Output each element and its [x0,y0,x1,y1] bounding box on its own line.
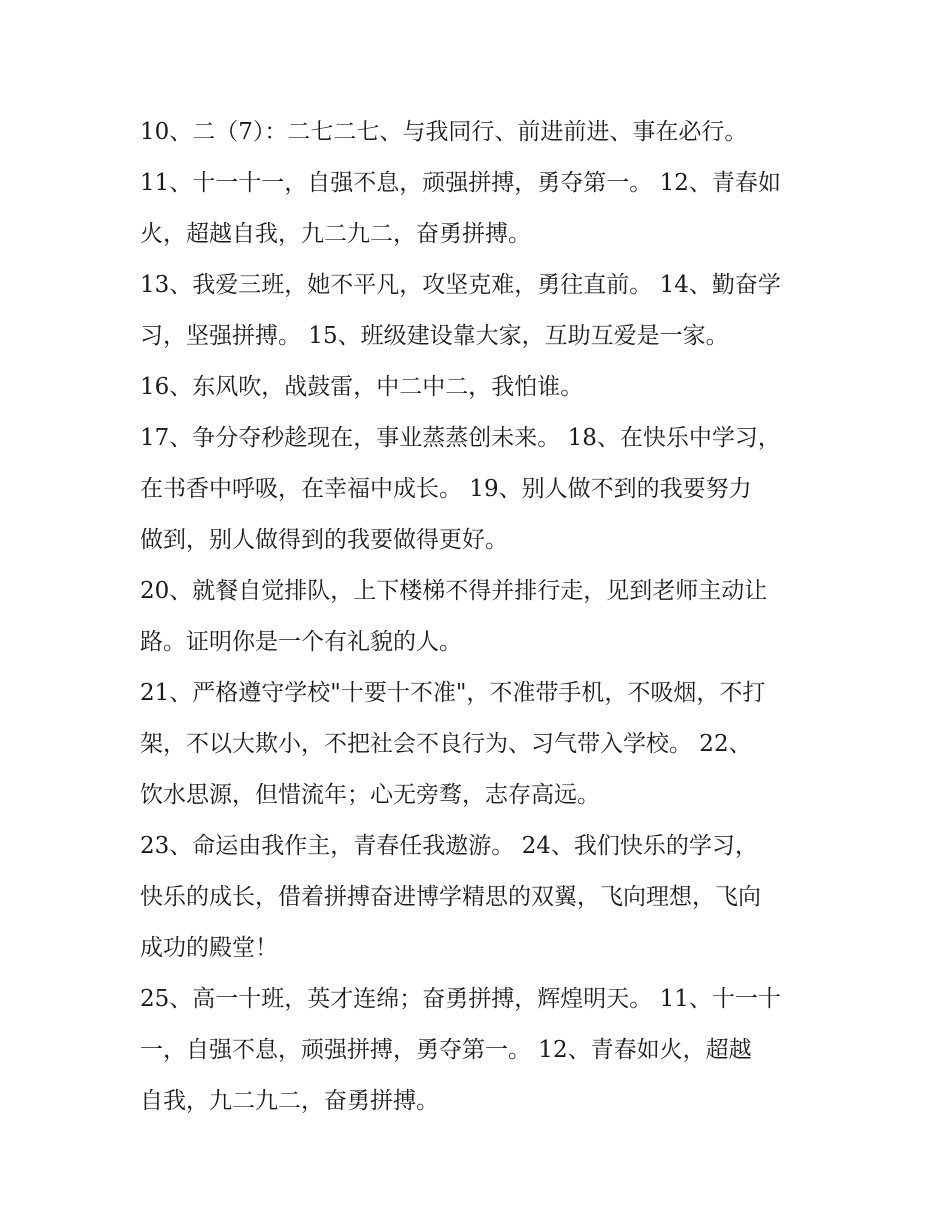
text-line: 11、十一十一，自强不息，顽强拼搏，勇夺第一。 12、青春如 [140,170,781,196]
document-body [140,107,820,1127]
text-line: 做到，别人做得到的我要做得更好。 [140,527,508,553]
text-line: 一，自强不息，顽强拼搏，勇夺第一。 12、青春如火，超越 [140,1037,752,1063]
text-line: 架，不以大欺小，不把社会不良行为、习气带入学校。 22、 [140,731,752,757]
text-line: 自我，九二九二，奋勇拼搏。 [140,1088,439,1114]
text-line: 13、我爱三班，她不平凡，攻坚克难，勇往直前。 14、勤奋学 [140,272,781,298]
text-line: 21、严格遵守学校"十要十不准"，不准带手机，不吸烟，不打 [140,680,766,706]
text-line: 快乐的成长，借着拼搏奋进博学精思的双翼，飞向理想，飞向 [140,884,761,910]
text-line: 饮水思源，但惜流年；心无旁骛，志存高远。 [140,782,600,808]
text-line: 10、二（7）：二七二七、与我同行、前进前进、事在必行。 [140,119,748,145]
text-line: 路。证明你是一个有礼貌的人。 [140,629,462,655]
text-line: 16、东风吹，战鼓雷，中二中二，我怕谁。 [140,374,584,400]
text-line: 17、争分夺秒趁现在，事业蒸蒸创未来。 18、在快乐中学习， [140,425,781,451]
text-line: 25、高一十班，英才连绵；奋勇拼搏，辉煌明天。 11、十一十 [140,986,781,1012]
text-line: 习，坚强拼搏。 15、班级建设靠大家，互助互爱是一家。 [140,323,729,349]
text-line: 火，超越自我，九二九二，奋勇拼搏。 [140,221,531,247]
text-line: 23、命运由我作主，青春任我遨游。 24、我们快乐的学习， [140,833,758,859]
text-line: 20、就餐自觉排队，上下楼梯不得并排行走，见到老师主动让 [140,578,768,604]
text-line: 在书香中呼吸，在幸福中成长。 19、别人做不到的我要努力 [140,476,752,502]
text-line: 成功的殿堂！ [140,935,278,961]
